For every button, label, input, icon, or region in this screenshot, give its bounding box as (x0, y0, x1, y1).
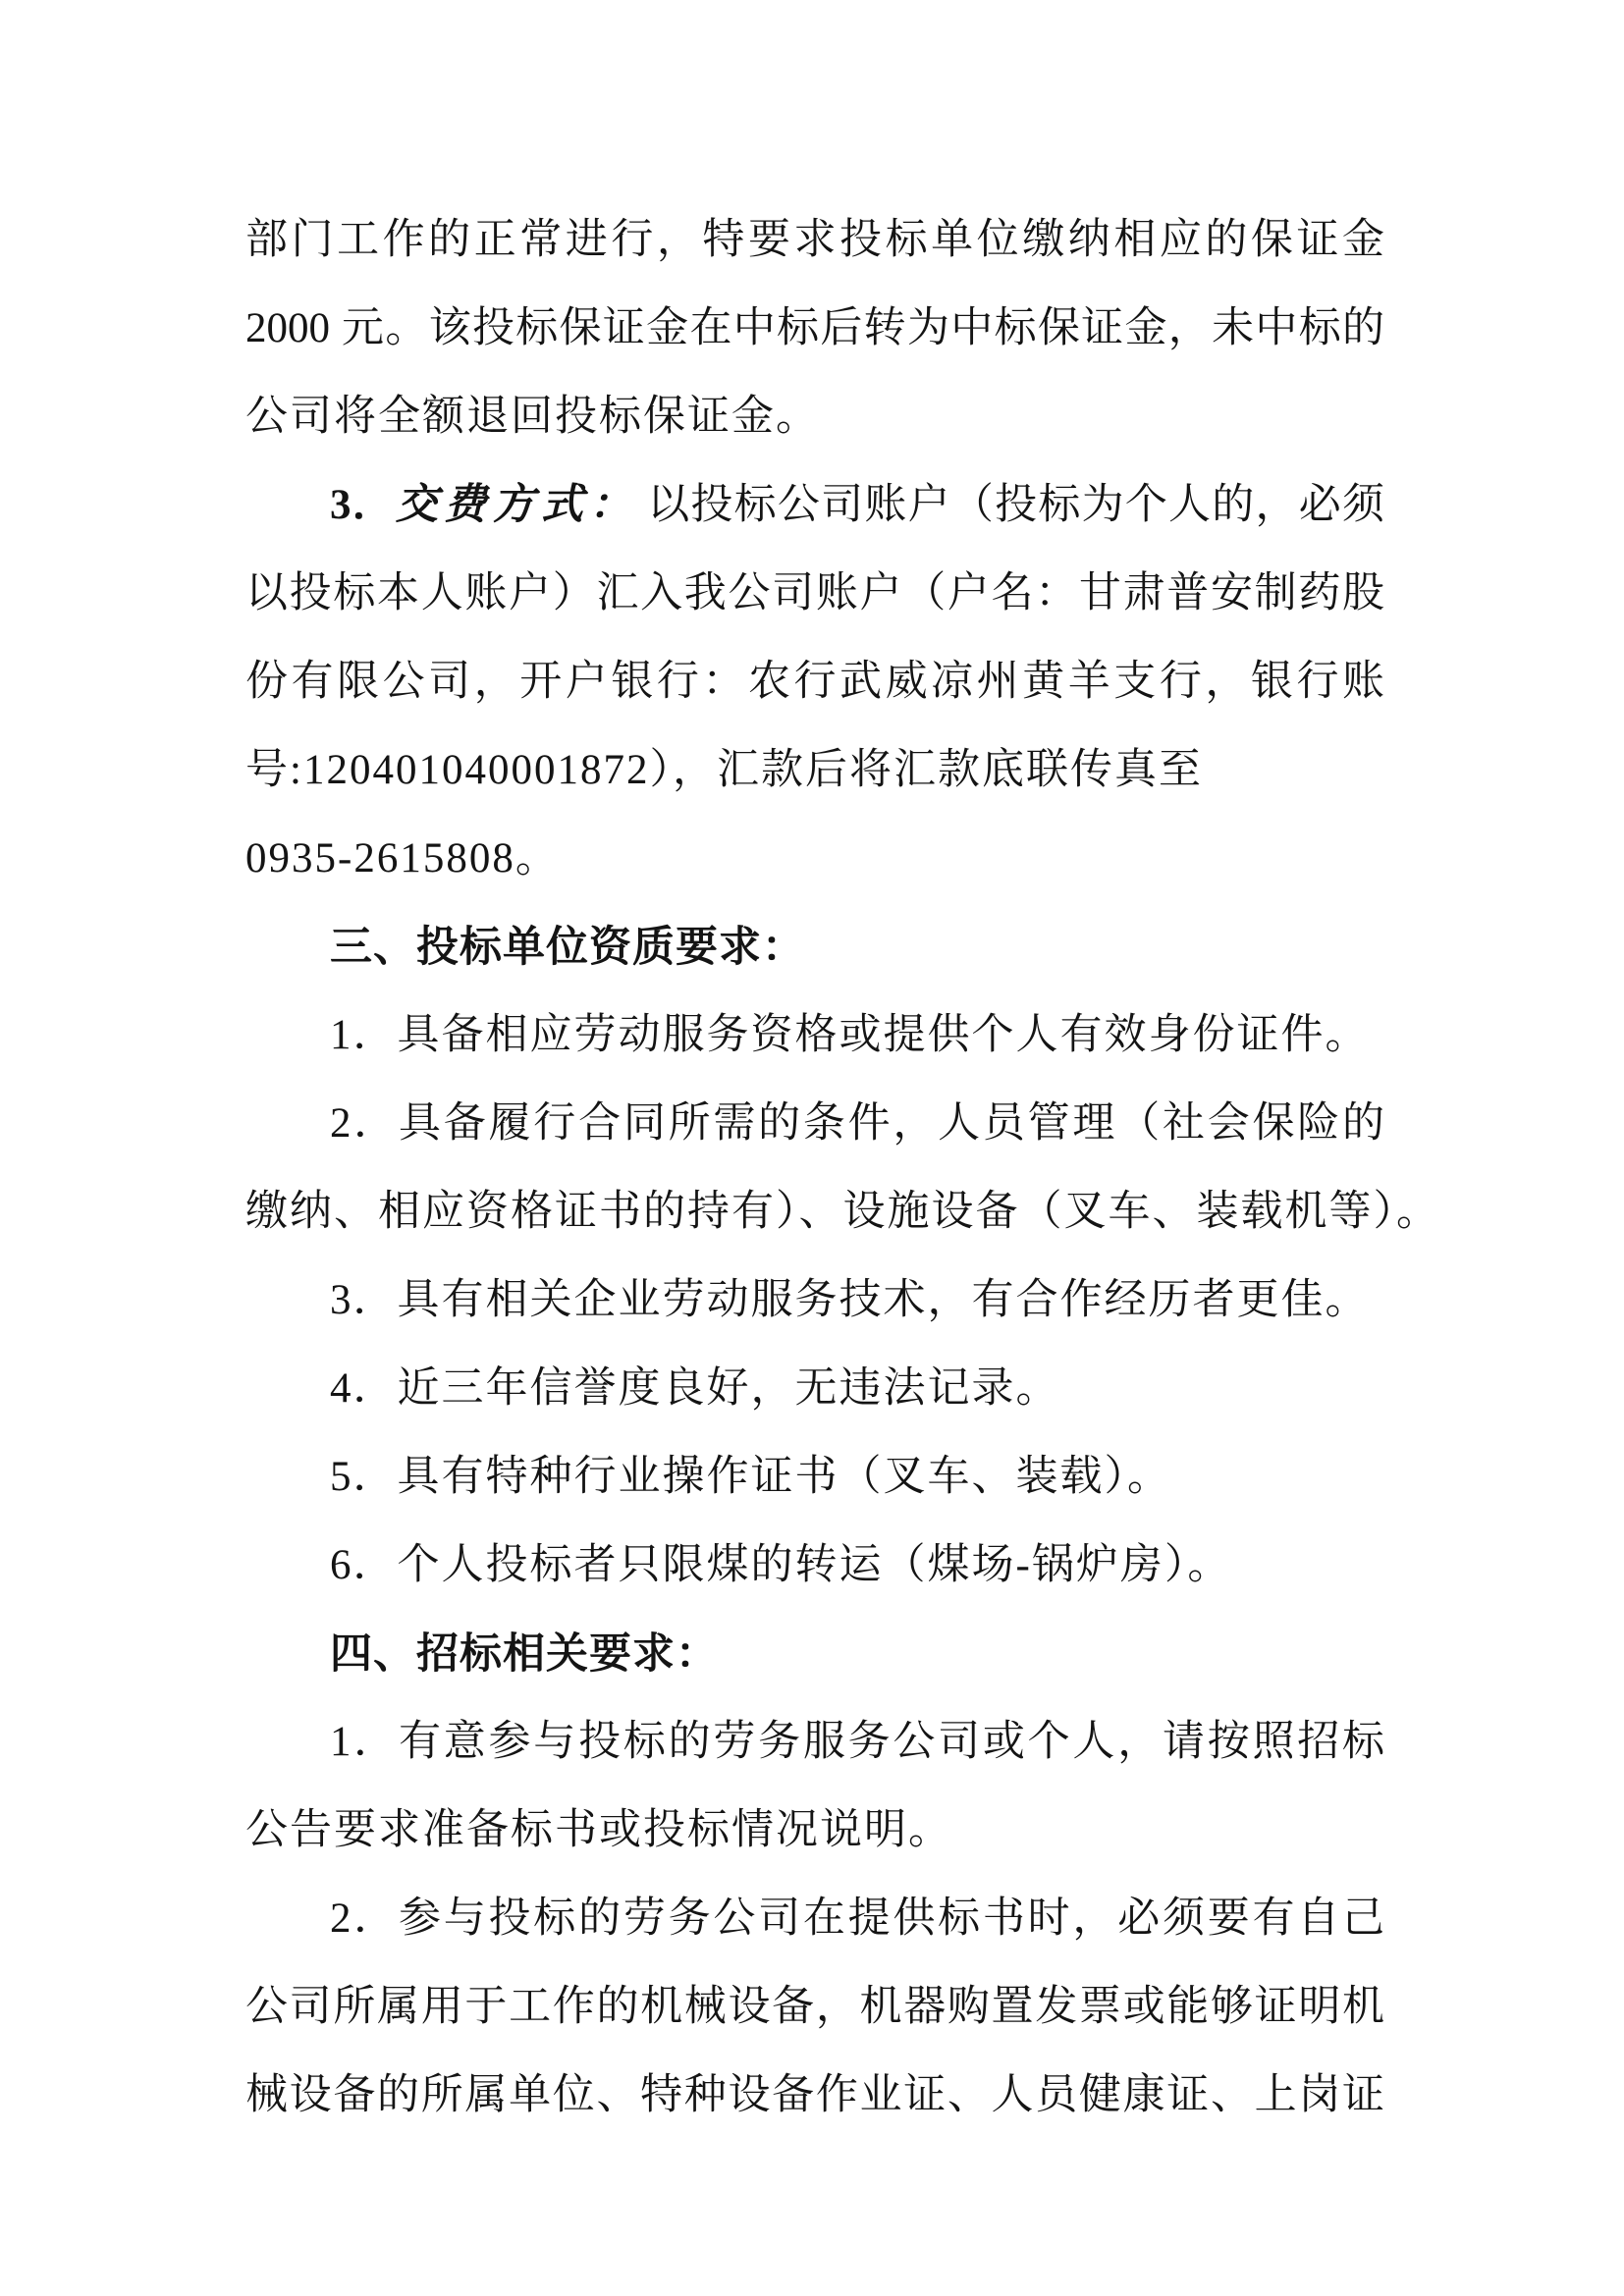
item-bid-2-line-3: 械设备的所属单位、特种设备作业证、人员健康证、上岗证 (245, 2072, 1384, 2118)
heading-qualification-requirements: 三、投标单位资质要求： (330, 924, 805, 971)
payment-method-label: 交费方式： (395, 482, 638, 528)
payment-line-rest: 以投标公司账户（投标为个人的，必须 (647, 482, 1385, 528)
item-qualification-1: 1．具备相应劳动服务资格或提供个人有效身份证件。 (330, 1012, 1370, 1058)
item-bid-1-line-1: 1．有意参与投标的劳务服务公司或个人，请按照招标 (330, 1719, 1384, 1765)
para-bond-line-3: 公司将全额退回投标保证金。 (245, 394, 820, 440)
item-qualification-3: 3．具有相关企业劳动服务技术，有合作经历者更佳。 (330, 1277, 1370, 1323)
para-payment-line-5-fax-number: 0935-2615808。 (245, 835, 560, 881)
payment-item-number: 3． (330, 482, 396, 528)
item-bid-2-line-1: 2．参与投标的劳务公司在提供标书时，必须要有自己 (330, 1896, 1384, 1942)
item-qualification-2-line-2: 缴纳、相应资格证书的持有）、设施设备（叉车、装载机等）。 (245, 1189, 1440, 1235)
para-payment-line-4-account-number: 号:120401040001872），汇款后将汇款底联传真至 (245, 747, 1203, 793)
item-qualification-6: 6．个人投标者只限煤的转运（煤场-锅炉房）。 (330, 1542, 1232, 1588)
document-body (245, 196, 1440, 2140)
para-bond-line-1: 部门工作的正常进行，特要求投标单位缴纳相应的保证金 (245, 217, 1384, 263)
item-qualification-2-line-1: 2．具备履行合同所需的条件，人员管理（社会保险的 (330, 1100, 1384, 1147)
item-qualification-5: 5．具有特种行业操作证书（叉车、装载）。 (330, 1454, 1171, 1500)
para-payment-line-1 (245, 461, 1384, 550)
para-payment-line-2: 以投标本人账户）汇入我公司账户（户名：甘肃普安制药股 (245, 570, 1384, 616)
item-qualification-4: 4．近三年信誉度良好，无违法记录。 (330, 1365, 1060, 1412)
heading-bid-requirements: 四、招标相关要求： (330, 1630, 719, 1678)
item-bid-2-line-2: 公司所属用于工作的机械设备，机器购置发票或能够证明机 (245, 1984, 1384, 2030)
para-bond-line-2: 2000 元。该投标保证金在中标后转为中标保证金，未中标的 (245, 305, 1384, 351)
item-bid-1-line-2: 公告要求准备标书或投标情况说明。 (245, 1807, 952, 1853)
para-payment-line-3: 份有限公司，开户银行：农行武威凉州黄羊支行，银行账 (245, 659, 1384, 705)
